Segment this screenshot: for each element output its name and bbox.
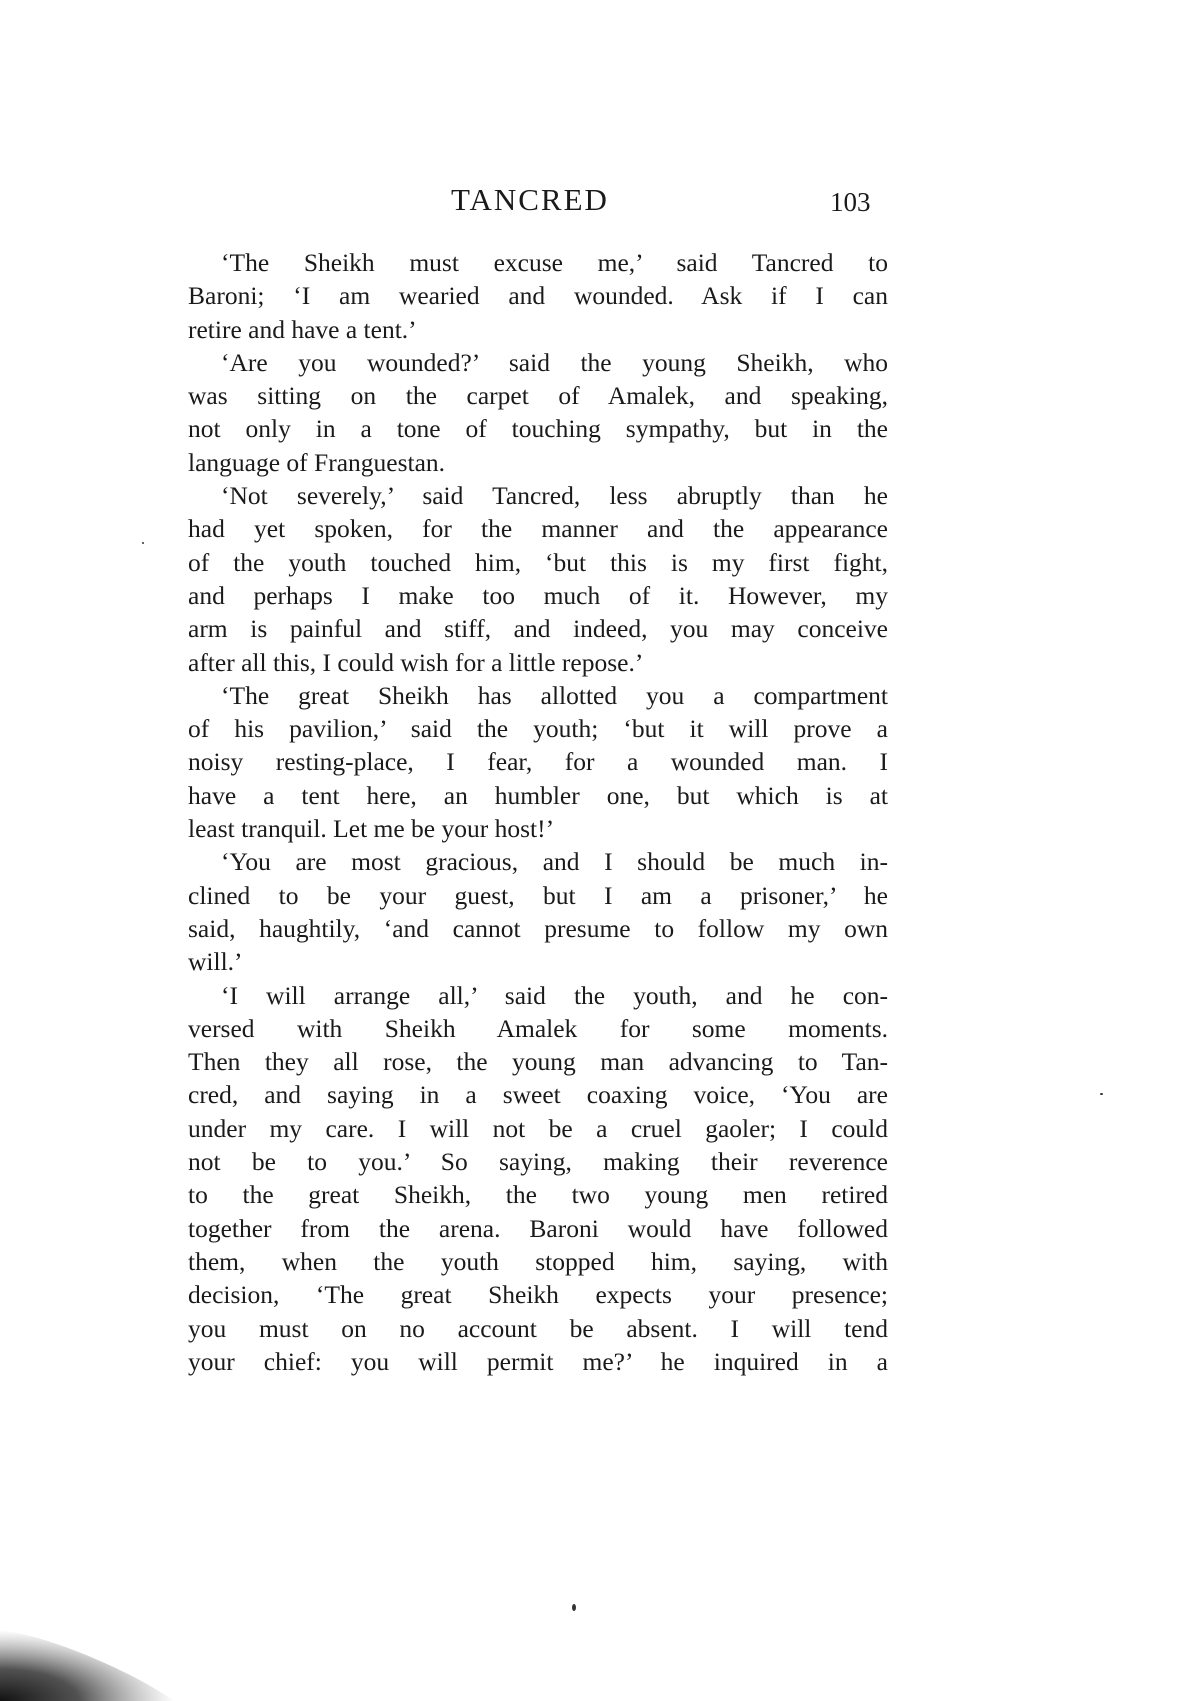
text-line: arm is painful and stiff, and indeed, you may conceive [188,614,888,644]
text-line: ‘The Sheikh must excuse me,’ said Tancred to [221,248,888,277]
scan-speck [1100,1093,1103,1095]
body-text [188,246,888,1378]
text-line: have a tent here, an humbler one, but which is at [188,780,888,810]
text-line: said, haughtily, ‘and cannot presume to follow my own [188,913,888,943]
text-line: was sitting on the carpet of Amalek, and speaking, [188,381,888,411]
scan-speck [572,1604,576,1611]
text-line: clined to be your guest, but I am a prisoner,’ he [188,880,888,910]
text-line: retire and have a tent.’ [188,314,417,344]
text-line: under my care. I will not be a cruel gaoler; I could [188,1113,888,1143]
text-line: of the youth touched him, ‘but this is my first fight, [188,547,888,577]
text-line: ‘The great Sheikh has allotted you a compartment [221,680,888,710]
text-line: cred, and saying in a sweet coaxing voice, ‘You are [188,1080,888,1110]
text-line: decision, ‘The great Sheikh expects your presence; [188,1280,888,1310]
page-number: 103 [830,187,871,217]
running-title: TANCRED [451,182,609,217]
text-line: language of Franguestan. [188,447,446,477]
scan-smudge [0,1600,190,1701]
text-line: ‘Are you wounded?’ said the young Sheikh, who [221,347,888,377]
text-line: noisy resting-place, I fear, for a wounded man. I [188,747,888,777]
text-line: and perhaps I make too much of it. However, my [188,580,888,610]
scan-speck [142,542,144,544]
running-head [0,180,1178,220]
text-line: ‘Not severely,’ said Tancred, less abruptly than he [221,481,888,511]
text-line: to the great Sheikh, the two young men retired [188,1180,888,1210]
text-line: least tranquil. Let me be your host!’ [188,814,555,844]
text-line: ‘I will arrange all,’ said the youth, and he con- [221,980,888,1010]
text-line: them, when the youth stopped him, saying, with [188,1246,888,1276]
text-line: together from the arena. Baroni would have followed [188,1213,888,1243]
text-line: ‘You are most gracious, and I should be much in- [221,847,888,877]
text-line: not only in a tone of touching sympathy, but in the [188,414,888,444]
text-line: after all this, I could wish for a little repose.’ [188,647,644,677]
text-line: Baroni; ‘I am wearied and wounded. Ask if I can [188,281,888,311]
text-line: versed with Sheikh Amalek for some moments. [188,1013,888,1043]
text-line: not be to you.’ So saying, making their reverence [188,1147,888,1177]
text-line: will.’ [188,947,243,977]
text-line: had yet spoken, for the manner and the appearance [188,514,888,544]
text-line: Then they all rose, the young man advancing to Tan- [188,1047,888,1077]
text-line: your chief: you will permit me?’ he inquired in a [188,1346,888,1376]
text-line: you must on no account be absent. I will tend [188,1313,888,1343]
text-line: of his pavilion,’ said the youth; ‘but it will prove a [188,714,888,744]
